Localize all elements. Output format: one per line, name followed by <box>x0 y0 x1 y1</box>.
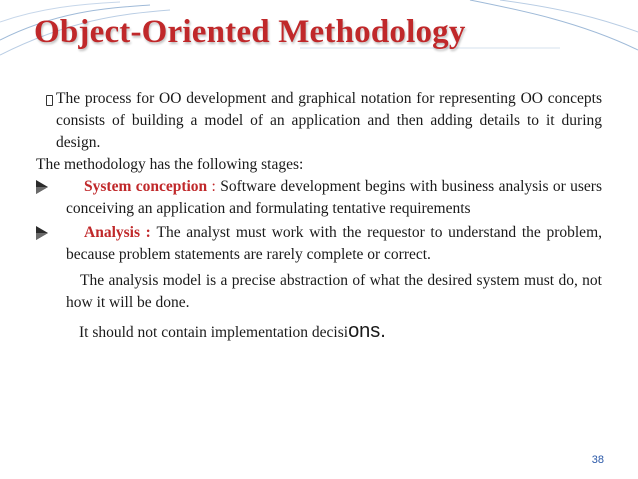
last-line-main: It should not contain implementation decisi <box>79 324 349 341</box>
stage-system-conception <box>46 176 602 220</box>
arrow-bullet-icon <box>36 226 48 240</box>
page-number: 38 <box>591 454 604 466</box>
lead-text: The methodology has the following stages: <box>36 156 304 173</box>
slide-title: Object-Oriented Methodology <box>34 14 466 50</box>
stage1-label: System conception <box>84 178 208 195</box>
intro-paragraph <box>56 88 602 154</box>
stage1-text: Software development begins with business analysis or users conceiving an application and formulating tentative requirements <box>66 178 602 217</box>
stage1-separator: : <box>207 178 221 195</box>
stage2-text: The analyst must work with the requestor to understand the problem, because problem statements are rarely complete or correct. <box>66 224 602 263</box>
analysis-model-text: The analysis model is a precise abstraction of what the desired system must do, not how it will be done. <box>66 272 602 311</box>
square-bullet-icon <box>46 95 53 106</box>
last-line <box>79 320 602 344</box>
slide-body <box>36 88 602 344</box>
arrow-bullet-icon <box>36 180 48 194</box>
intro-text: The process for OO development and graphical notation for representing OO concepts consists of building a model of an application and then adding details to it during design. <box>56 90 602 151</box>
stage2-label: Analysis : <box>84 224 157 241</box>
last-line-tail: ons. <box>348 320 386 342</box>
stage-analysis <box>46 222 602 266</box>
